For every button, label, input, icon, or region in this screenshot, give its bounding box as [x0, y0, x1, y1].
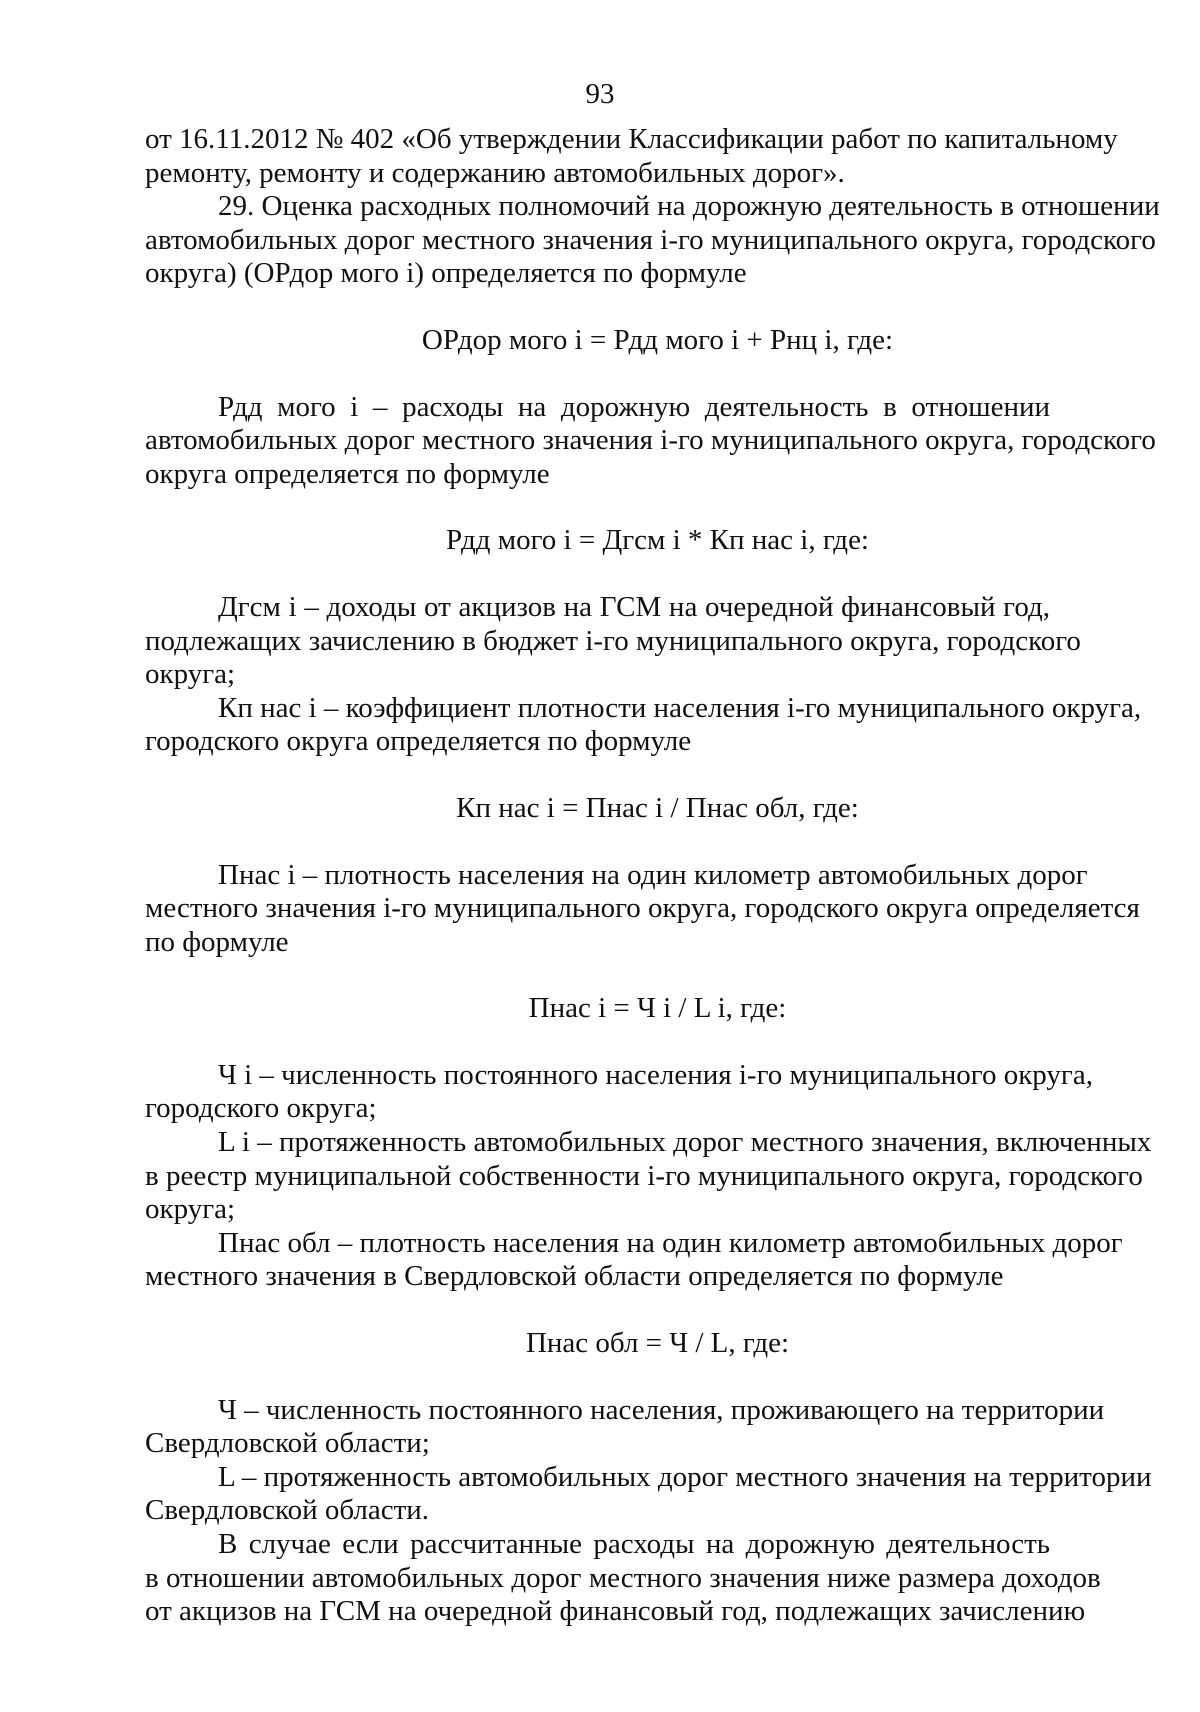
definition-ch: Ч – численность постоянного населения, проживающего на территории: [218, 1393, 1105, 1426]
document-body: [145, 123, 1160, 1629]
formula-rdd: Рдд мого i = Дгсм i * Кп нас i, где:: [446, 524, 869, 557]
text-line: ремонту, ремонту и содержанию автомобильных дорог».: [145, 156, 845, 189]
formula-ordor: ОРдор мого i = Рдд мого i + Рнц i, где:: [421, 323, 894, 356]
text-line: в отношении автомобильных дорог местного значения ниже размера доходов: [145, 1561, 1101, 1594]
text-line: автомобильных дорог местного значения i-го муниципального округа, городского: [145, 223, 1156, 256]
page-number: 93: [585, 78, 615, 110]
text-line: в реестр муниципальной собственности i-го муниципального округа, городского: [145, 1159, 1143, 1192]
text-line: автомобильных дорог местного значения i-го муниципального округа, городского: [145, 424, 1156, 457]
text-line: Свердловской области;: [145, 1427, 430, 1460]
definition-pnas-i: Пнас i – плотность населения на один километр автомобильных дорог: [218, 858, 1088, 891]
text-line: городского округа;: [145, 1092, 377, 1125]
text-line: местного значения i-го муниципального округа, городского округа определяется: [145, 892, 1140, 925]
definition-l: L – протяженность автомобильных дорог местного значения на территории: [218, 1460, 1152, 1493]
definition-dgsm: Дгсм i – доходы от акцизов на ГСМ на очередной финансовый год,: [218, 590, 1050, 623]
text-line: по формуле: [145, 925, 289, 958]
definition-kp-nas: Кп нас i – коэффициент плотности населения i-го муниципального округа,: [218, 691, 1142, 724]
text-line: от акцизов на ГСМ на очередной финансовый год, подлежащих зачислению: [145, 1595, 1086, 1628]
text-line: местного значения в Свердловской области определяется по формуле: [145, 1260, 1004, 1293]
text-line: подлежащих зачислению в бюджет i-го муниципального округа, городского: [145, 624, 1081, 657]
definition-rdd: Рдд мого i – расходы на дорожную деятельность в отношении: [218, 390, 1050, 423]
text-line: округа определяется по формуле: [145, 457, 550, 490]
text-line: округа;: [145, 658, 236, 691]
definition-pnas-obl: Пнас обл – плотность населения на один километр автомобильных дорог: [218, 1226, 1123, 1259]
paragraph-case-first-line: В случае если рассчитанные расходы на дорожную деятельность: [218, 1528, 1050, 1560]
paragraph-29-first-line: 29. Оценка расходных полномочий на дорожную деятельность в отношении: [218, 190, 1160, 223]
definition-l-i: L i – протяженность автомобильных дорог местного значения, включенных: [218, 1126, 1152, 1159]
text-line: округа;: [145, 1193, 236, 1226]
formula-pnas-obl: Пнас обл = Ч / L, где:: [525, 1327, 790, 1360]
text-line: Свердловской области.: [145, 1494, 430, 1527]
text-line: городского округа определяется по формуле: [145, 725, 692, 758]
formula-kp-nas: Кп нас i = Пнас i / Пнас обл, где:: [456, 791, 859, 824]
formula-pnas-i: Пнас i = Ч i / L i, где:: [528, 992, 787, 1025]
text-line: округа) (ОРдор мого i) определяется по формуле: [145, 257, 747, 290]
definition-ch-i: Ч i – численность постоянного населения i-го муниципального округа,: [218, 1058, 1093, 1091]
text-line: от 16.11.2012 № 402 «Об утверждении Классификации работ по капитальному: [145, 123, 1118, 155]
